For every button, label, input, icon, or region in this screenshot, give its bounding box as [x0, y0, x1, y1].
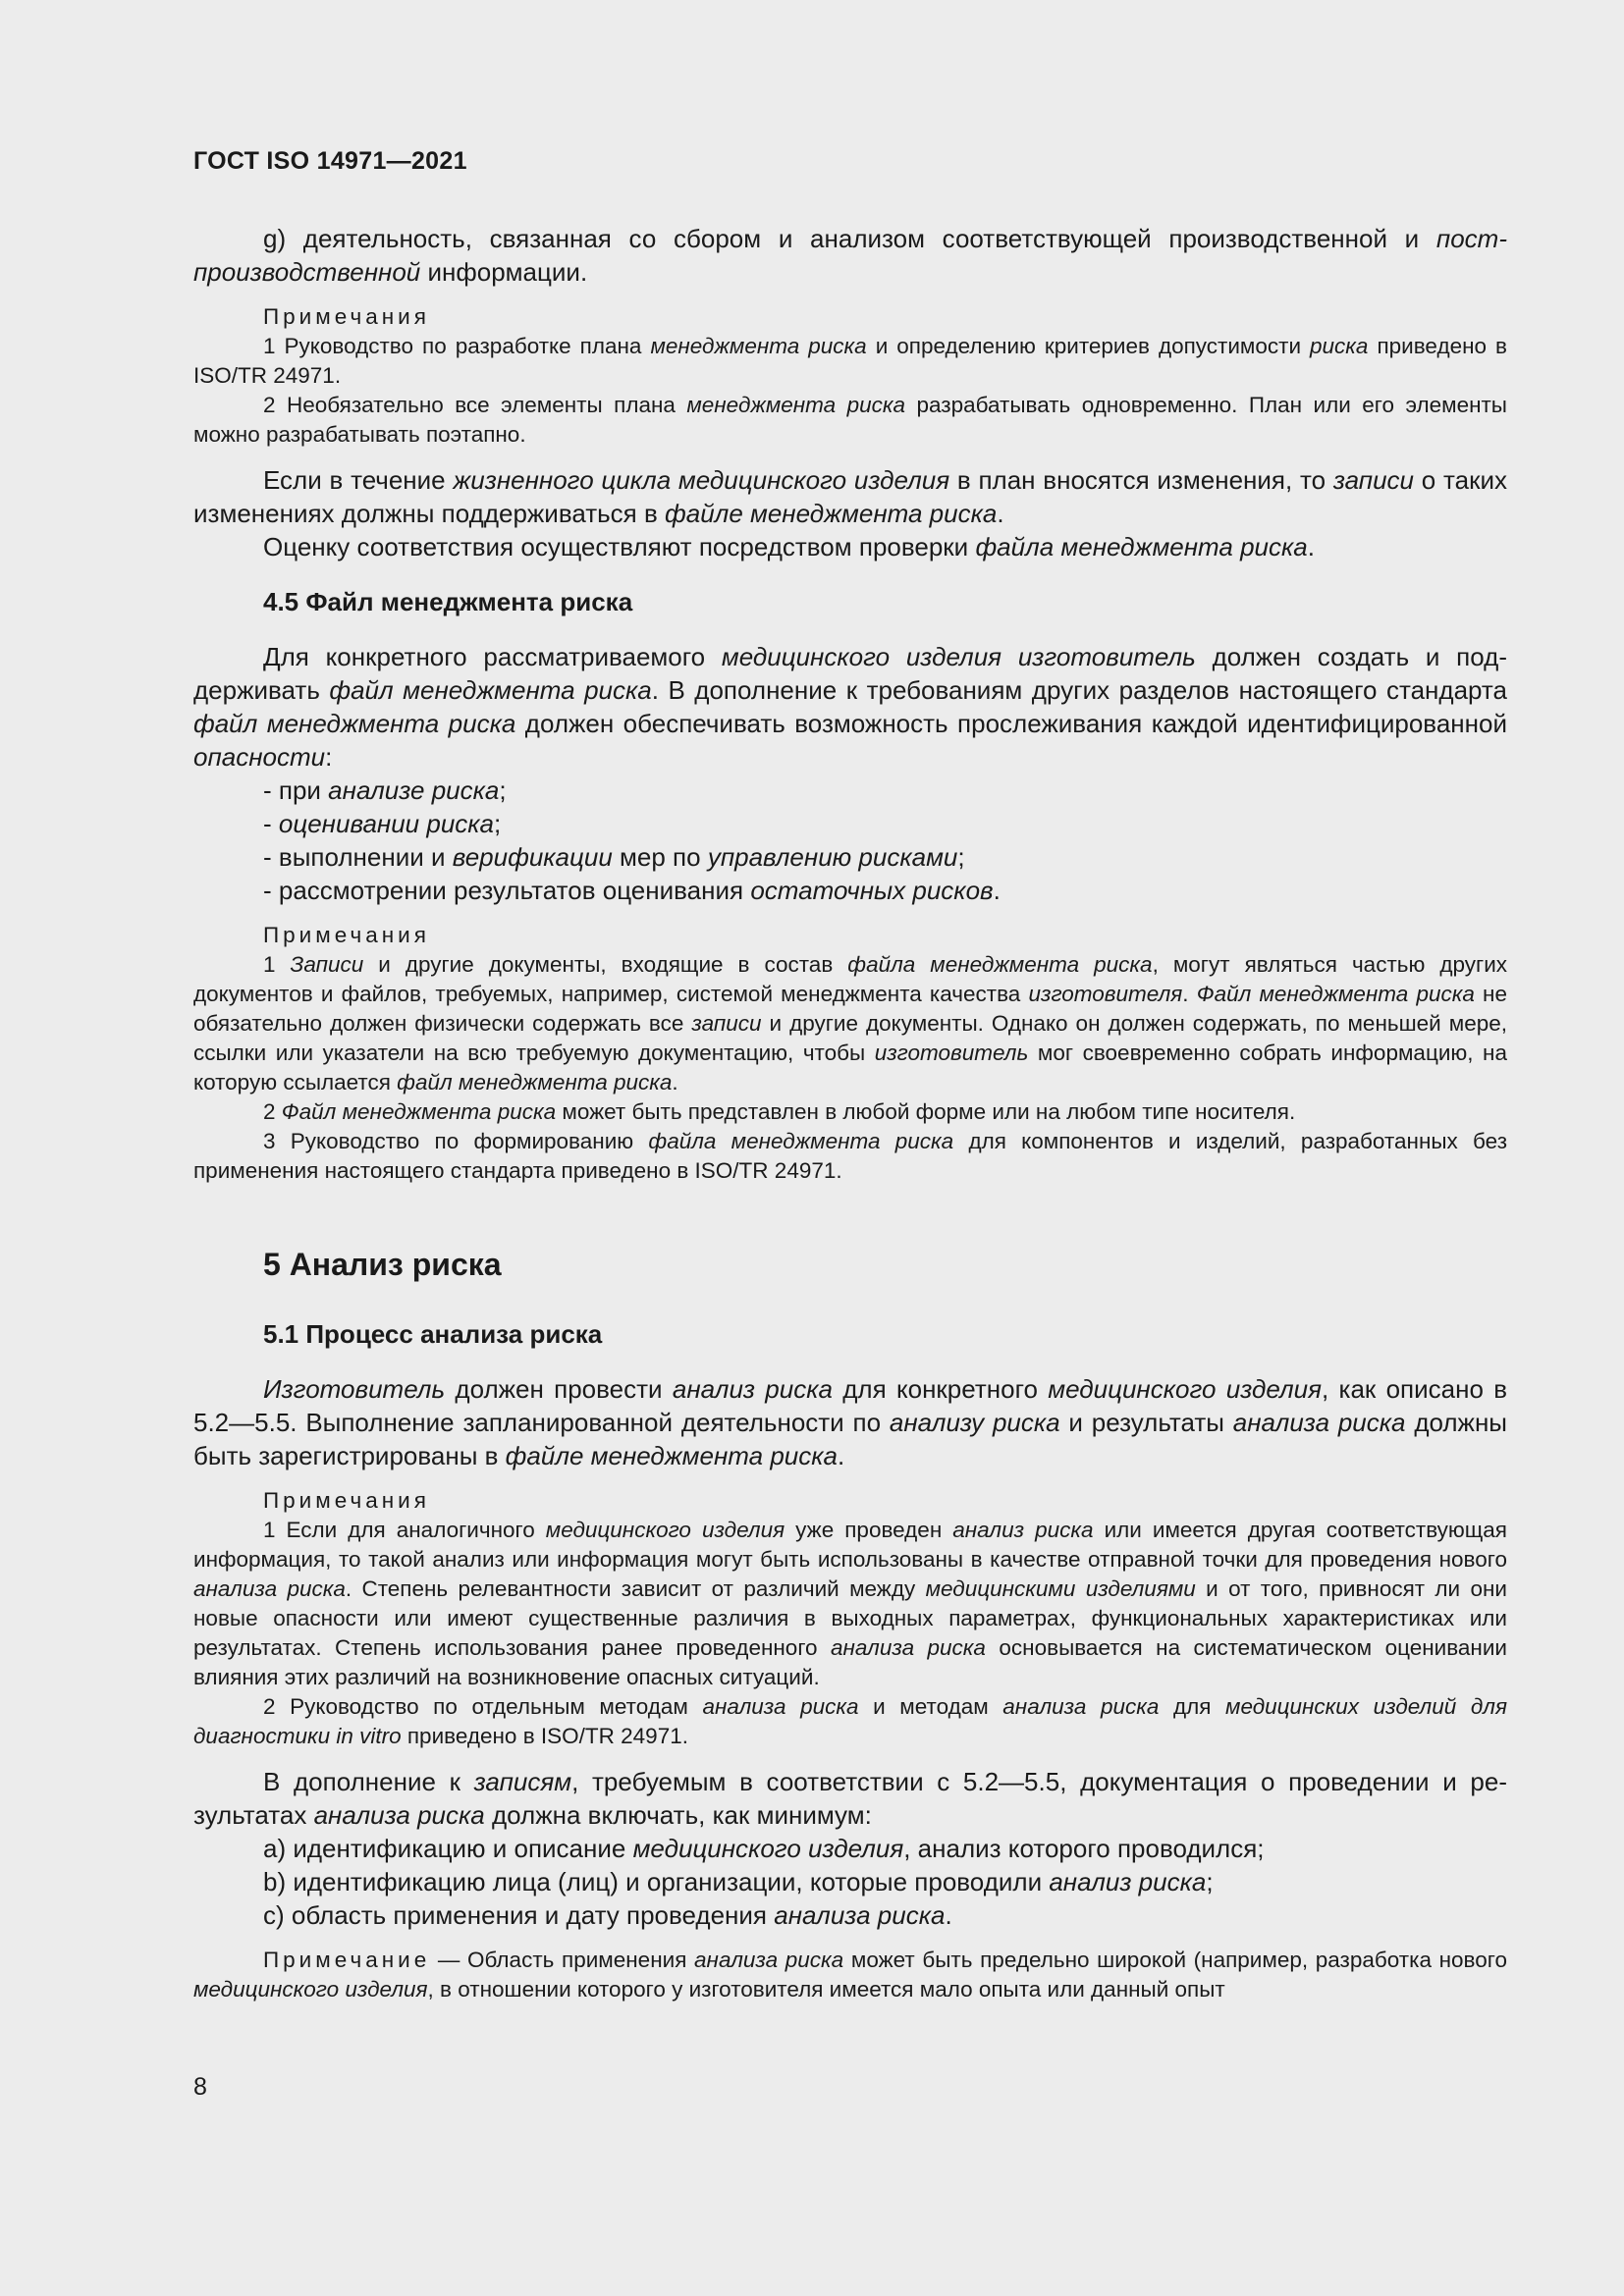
- paragraph-g: g) деятельность, связанная со сбором и анализом соответствующей производственной и постпроизводственной информации.: [193, 224, 1507, 287]
- paragraph-assess: Оценку соответствия осуществляют посредством проверки файла менеджмента риска.: [263, 532, 1315, 561]
- list-item: a) идентификацию и описание медицинского изделия, анализ которого проводился;: [263, 1834, 1265, 1863]
- paragraph-docs: В дополнение к записям, требуемым в соответствии с 5.2—5.5, документация о проведении и результатах анализа риска должна включать, как минимум:: [193, 1767, 1507, 1830]
- list-item: b) идентификацию лица (лиц) и организации, которые проводили анализ риска;: [263, 1867, 1214, 1896]
- paragraph-change: Если в течение жизненного цикла медицинского изделия в план вносятся изменения, то записи о таких изменениях должны поддерживаться в файле менеджмента риска.: [193, 465, 1507, 528]
- final-note-text: — Область применения анализа риска может быть предельно широкой (например, разработка нового медицинского изделия, в отношении которого у изготовителя имеется мало опыта или данный опыт: [193, 1948, 1507, 2002]
- note-1-2: 2 Необязательно все элементы плана менеджмента риска разрабатывать одновременно. План или его элементы можно разрабатывать поэтапно.: [193, 393, 1507, 447]
- section-heading-5-1: 5.1 Процесс анализа риска: [263, 1319, 603, 1349]
- note-3-1: 1 Если для аналогичного медицинского изделия уже проведен анализ риска или имеется другая соответствующая информация, то такой анализ или информация могут быть использованы в качестве отправной точки для проведения нового анализа риска. Степень релевантности зависит от различий между медицинскими изделиями и от того, привносят ли они новые опасности или имеют существенные различия в выходных параметрах, функциональных характеристиках или результатах. Степень использования ранее проведенного анализа риска основывается на систематическом оценивании влияния этих различий на возникновение опасных ситуаций.: [193, 1518, 1508, 1689]
- page-number: 8: [193, 2073, 207, 2101]
- note-3-2: 2 Руководство по отдельным методам анализа риска и методам анализа риска для медицинских изделий для диагностики in vitro приведено в ISO/TR 24971.: [193, 1694, 1508, 1748]
- list-item: - рассмотрении результатов оценивания остаточных рисков.: [263, 876, 1001, 905]
- paragraph-4-5: Для конкретного рассматриваемого медицинского изделия изготовитель должен создать и поддерживать файл менеджмента риска. В дополнение к требованиям других разделов настоящего стандарта файл менеджмента риска должен обеспечивать возможность прослеживания каждой идентифицированной опасности:: [193, 642, 1507, 772]
- list-item: c) область применения и дату проведения анализа риска.: [263, 1900, 952, 1930]
- list-item: - оценивании риска;: [263, 809, 502, 838]
- notes-heading-3: Примечания: [263, 1488, 430, 1513]
- note-2-1: 1 Записи и другие документы, входящие в состав файла менеджмента риска, могут являться частью других документов и файлов, требуемых, например, системой менеджмента качества изготовителя. Файл менеджмента риска не обязательно должен физически содержать все записи и другие документы. Однако он должен содержать, по меньшей мере, ссылки или указатели на всю требуемую документацию, чтобы изготовитель мог своевременно собрать информацию, на которую ссылается файл менеджмента риска.: [193, 952, 1508, 1095]
- final-note: [193, 1946, 1507, 2004]
- note-2-2: 2 Файл менеджмента риска может быть представлен в любой форме или на любом типе носителя.: [263, 1099, 1296, 1124]
- list-item: - при анализе риска;: [263, 775, 507, 805]
- section-heading-4-5: 4.5 Файл менеджмента риска: [263, 587, 633, 616]
- final-note-label: Примечание: [263, 1948, 431, 1972]
- notes-heading-1: Примечания: [263, 304, 430, 329]
- notes-heading-2: Примечания: [263, 923, 430, 947]
- note-1-1: 1 Руководство по разработке плана менеджмента риска и определению критериев допустимости риска приведено в ISO/TR 24971.: [193, 334, 1507, 388]
- section-heading-5: 5 Анализ риска: [263, 1247, 502, 1282]
- paragraph-5-1: Изготовитель должен провести анализ риска для конкретного медицинского изделия, как описано в 5.2—5.5. Выполнение запланированной деятельности по анализу риска и результаты анализа риска должны быть зарегистрированы в файле менеджмента риска.: [193, 1374, 1508, 1470]
- note-2-3: 3 Руководство по формированию файла менеджмента риска для компонентов и изделий, разработанных без применения настоящего стандарта приведено в ISO/TR 24971.: [193, 1129, 1508, 1183]
- page-content: [193, 222, 1507, 2004]
- document-header: ГОСТ ISO 14971—2021: [193, 147, 467, 175]
- list-item: - выполнении и верификации мер по управлению рисками;: [263, 842, 965, 872]
